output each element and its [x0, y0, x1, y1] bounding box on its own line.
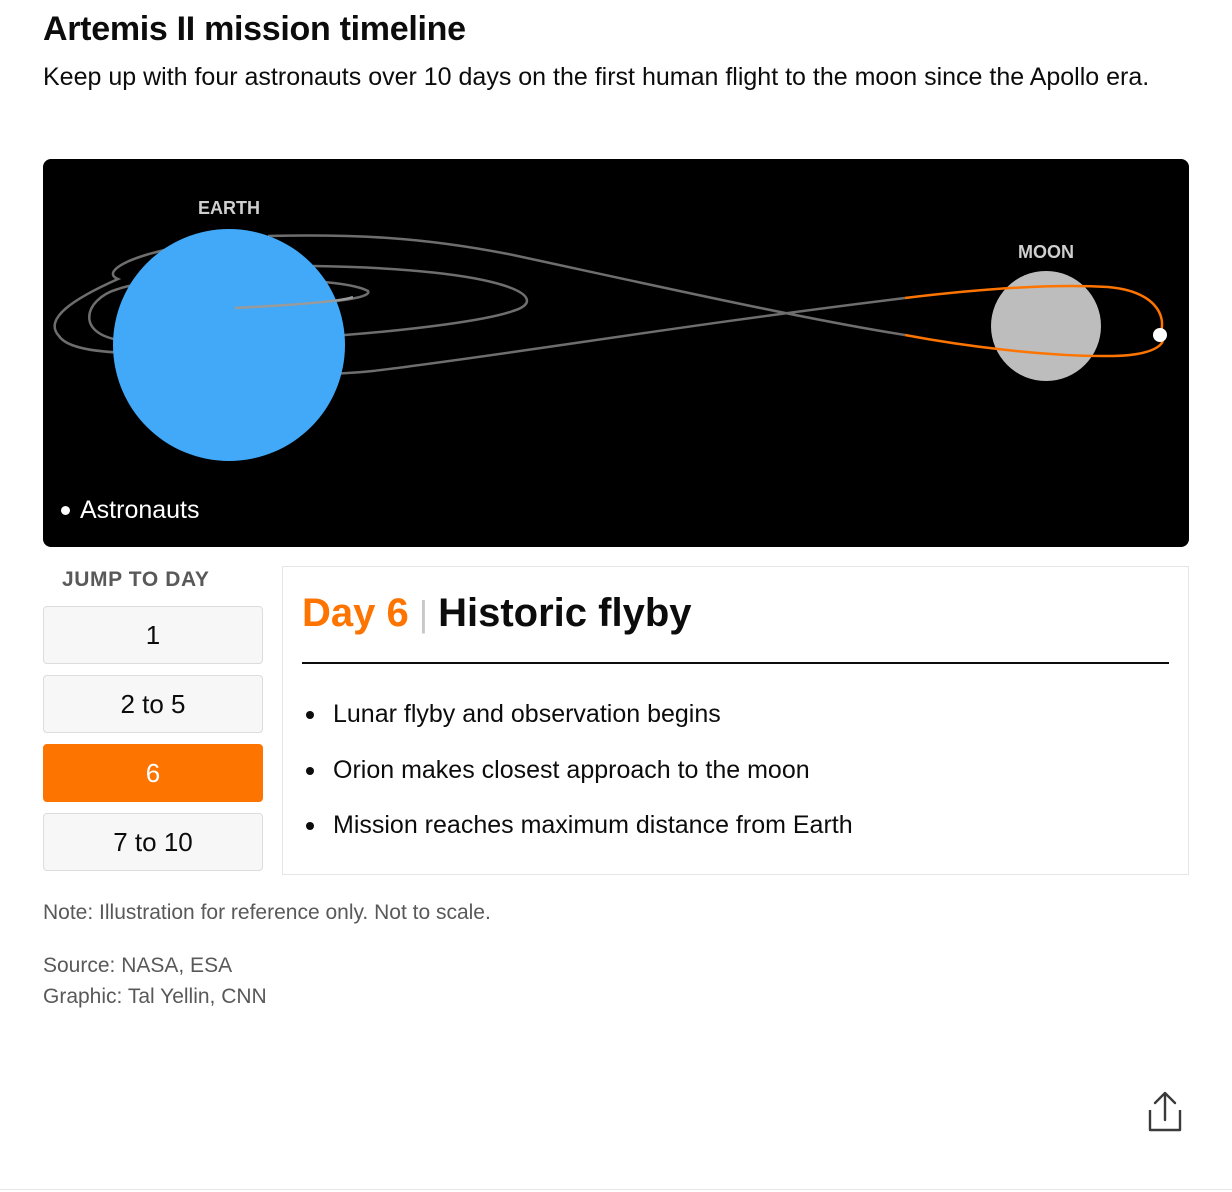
earth-shape	[113, 229, 345, 461]
day-button-7-to-10[interactable]: 7 to 10	[43, 813, 263, 871]
day-events-list	[302, 700, 853, 867]
day-detail-panel	[282, 566, 1189, 875]
day-button-2-to-5[interactable]: 2 to 5	[43, 675, 263, 733]
legend	[61, 496, 200, 525]
event-text: Orion makes closest approach to the moon	[333, 755, 810, 784]
day-button-6[interactable]: 6	[43, 744, 263, 802]
list-item	[302, 811, 853, 867]
moon-label: MOON	[1018, 242, 1074, 262]
event-text: Lunar flyby and observation begins	[333, 700, 721, 728]
jump-to-day-label: JUMP TO DAY	[62, 568, 210, 591]
earth-label: EARTH	[198, 198, 260, 218]
translunar-path	[268, 235, 905, 335]
note-text: Note: Illustration for reference only. Not to scale.	[43, 901, 491, 924]
page-title: Artemis II mission timeline	[43, 10, 466, 48]
source-text: Source: NASA, ESA	[43, 954, 233, 977]
bullet-icon	[306, 767, 314, 775]
day-button-1[interactable]: 1	[43, 606, 263, 664]
heading-separator: |	[418, 593, 429, 634]
day-title: Historic flyby	[438, 591, 692, 635]
list-item	[302, 700, 853, 756]
bullet-icon	[306, 711, 314, 719]
bottom-divider	[0, 1189, 1232, 1190]
mission-diagram-svg	[43, 159, 1189, 547]
day-heading	[302, 591, 692, 636]
day-number: Day 6	[302, 591, 409, 635]
legend-label: Astronauts	[80, 496, 200, 524]
mission-illustration	[43, 159, 1189, 547]
bullet-icon	[306, 822, 314, 830]
list-item	[302, 756, 853, 812]
share-button[interactable]	[1146, 1090, 1184, 1134]
share-icon	[1146, 1090, 1184, 1134]
heading-divider	[302, 662, 1169, 664]
astronauts-marker	[1153, 328, 1167, 342]
event-text: Mission reaches maximum distance from Earth	[333, 811, 853, 839]
legend-dot-icon	[61, 506, 70, 515]
page-dek: Keep up with four astronauts over 10 days on the first human flight to the moon since the Apollo era.	[43, 63, 1150, 91]
credit-text: Graphic: Tal Yellin, CNN	[43, 985, 267, 1008]
